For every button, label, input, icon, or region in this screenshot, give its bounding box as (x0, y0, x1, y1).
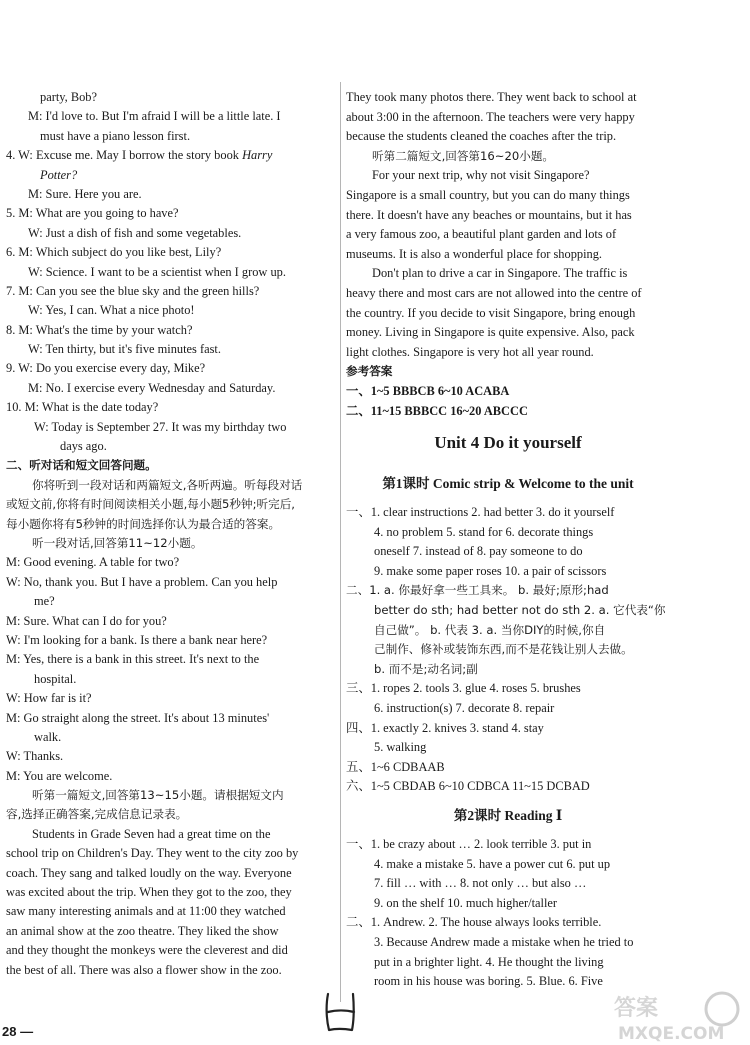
text-line: 5. M: What are you going to have? (6, 206, 179, 221)
text-line: W: Today is September 27. It was my birthday two (34, 419, 287, 434)
text-line: school trip on Children's Day. They went to the city zoo by (6, 846, 299, 861)
answer-line: 自己做”。 b. 代表 3. a. 当你DIY的时候,你自 (374, 622, 606, 637)
text-line: M: I'd love to. But I'm afraid I will be a little late. I (28, 109, 281, 124)
answer-line: better do sth; had better not do sth 2. a. 它代表“你 (374, 603, 666, 618)
answer-line: 六、1~5 CBDAB 6~10 CDBCA 11~15 DCBAD (346, 779, 590, 794)
watermark-logo (610, 985, 750, 1045)
text-line: walk. (34, 729, 62, 744)
text-line: For your next trip, why not visit Singapore? (372, 168, 590, 183)
text-line: coach. They sang and talked loudly on the way. Everyone (6, 865, 292, 880)
text-line: M: Go straight along the street. It's about 13 minutes' (6, 710, 270, 725)
answer-line: 一、1. clear instructions 2. had better 3. do it yourself (346, 505, 615, 520)
page-number: 28 — (2, 1024, 34, 1039)
handwritten-mark-icon (320, 990, 364, 1034)
text-line: 听一段对话,回答第11~12小题。 (32, 535, 203, 550)
text-line: saw many interesting animals and at 11:00 they watched (6, 904, 286, 919)
answer-line: 7. fill … with … 8. not only … but also … (374, 876, 587, 891)
text-line: 听第二篇短文,回答第16~20小题。 (372, 148, 555, 163)
unit-title: Unit 4 Do it yourself (434, 433, 582, 453)
answer-line: 己制作、修补或装饰东西,而不是花钱让别人去做。 (374, 642, 633, 657)
text-line: 7. M: Can you see the blue sky and the green hills? (6, 283, 260, 298)
text-line: Students in Grade Seven had a great time on the (32, 826, 271, 841)
answer-line: 3. Because Andrew made a mistake when he tried to (374, 934, 634, 949)
text-line: about 3:00 in the afternoon. The teachers were very happy (346, 109, 635, 124)
answer-line: 二、11~15 BBBCC 16~20 ABCCC (346, 403, 528, 418)
text-line: W: Yes, I can. What a nice photo! (28, 303, 195, 318)
text-line: an animal show at the zoo theatre. They liked the show (6, 923, 279, 938)
answer-line: 二、1. Andrew. 2. The house always looks terrible. (346, 915, 602, 930)
answer-line: 二、1. a. 你最好拿一些工具来。 b. 最好;原形;had (346, 583, 609, 598)
answer-line: 9. make some paper roses 10. a pair of scissors (374, 563, 607, 578)
answer-line: room in his house was boring. 5. Blue. 6. Five (374, 974, 603, 989)
text-line: museums. It is also a wonderful place for shopping. (346, 246, 603, 261)
text-line: M: No. I exercise every Wednesday and Saturday. (28, 380, 276, 395)
text-line: M: Sure. Here you are. (28, 186, 142, 201)
lesson-title: 第1课时 Comic strip & Welcome to the unit (382, 476, 634, 492)
text-line: the best of all. There was also a flower show in the zoo. (6, 962, 282, 977)
text-line: W: Just a dish of fish and some vegetables. (28, 225, 242, 240)
answer-line: 4. make a mistake 5. have a power cut 6. put up (374, 856, 611, 871)
answer-line: 4. no problem 5. stand for 6. decorate things (374, 524, 594, 539)
answer-line: 9. on the shelf 10. much higher/taller (374, 895, 558, 910)
answer-line: 一、1~5 BBBCB 6~10 ACABA (346, 383, 510, 398)
text-line: Don't plan to drive a car in Singapore. The traffic is (372, 266, 628, 281)
text-line: me? (34, 594, 55, 609)
text-line: Singapore is a small country, but you can do many things (346, 187, 630, 202)
lesson-title: 第2课时 Reading Ⅰ (453, 808, 563, 823)
text-line: a very famous zoo, a beautiful plant garden and lots of (346, 227, 617, 242)
left-column (6, 88, 336, 980)
svg-text:MXQE.COM: MXQE.COM (618, 1024, 725, 1044)
answer-key-heading: 参考答案 (346, 364, 393, 379)
text-line: 容,选择正确答案,完成信息记录表。 (6, 807, 188, 822)
text-line: money. Living in Singapore is quite expensive. Also, pack (346, 325, 635, 340)
text-line: M: Sure. What can I do for you? (6, 613, 167, 628)
text-line: because the students cleaned the coaches after the trip. (346, 129, 617, 144)
text-line: 听第一篇短文,回答第13~15小题。请根据短文内 (32, 788, 284, 803)
answer-line: 5. walking (374, 740, 427, 755)
answer-line: oneself 7. instead of 8. pay someone to do (374, 544, 583, 559)
answer-line: put in a brighter light. 4. He thought the living (374, 954, 604, 969)
text-line: 每小题你将有5秒钟的时间选择你认为最合适的答案。 (6, 516, 281, 531)
text-line: 9. W: Do you exercise every day, Mike? (6, 361, 206, 376)
text-line: They took many photos there. They went back to school at (346, 90, 637, 104)
column-divider (340, 82, 341, 1002)
text-line: W: No, thank you. But I have a problem. Can you help (6, 574, 278, 589)
answer-line: 6. instruction(s) 7. decorate 8. repair (374, 701, 555, 716)
text-line: W: I'm looking for a bank. Is there a bank near here? (6, 632, 268, 647)
text-line: W: Ten thirty, but it's five minutes fast. (28, 342, 221, 357)
text-line: W: How far is it? (6, 691, 92, 706)
answer-line: 一、1. be crazy about … 2. look terrible 3. put in (346, 837, 592, 851)
text-line: Potter? (40, 167, 78, 182)
answer-line: 五、1~6 CDBAAB (346, 759, 445, 774)
section-heading: 二、听对话和短文回答问题。 (6, 458, 157, 473)
text-line: 你将听到一段对话和两篇短文,各听两遍。听每段对话 (32, 477, 303, 492)
text-line: 4. W: Excuse me. May I borrow the story book Harry (6, 148, 273, 163)
text-line: 8. M: What's the time by your watch? (6, 322, 193, 337)
text-line: W: Thanks. (6, 749, 64, 764)
text-line: there. It doesn't have any beaches or mountains, but it has (346, 207, 632, 222)
text-line: 10. M: What is the date today? (6, 400, 159, 415)
right-column (346, 88, 670, 992)
text-line: W: Science. I want to be a scientist when I grow up. (28, 264, 286, 279)
text-line: heavy there and most cars are not allowed into the centre of (346, 285, 642, 300)
text-line: the country. If you decide to visit Singapore, bring enough (346, 305, 636, 320)
text-line: M: You are welcome. (6, 768, 113, 783)
text-line: 或短文前,你将有时间阅读相关小题,每小题5秒钟;听完后, (6, 497, 295, 512)
answer-line: 四、1. exactly 2. knives 3. stand 4. stay (346, 720, 544, 735)
text-line: hospital. (34, 671, 77, 686)
text-line: 6. M: Which subject do you like best, Lily? (6, 245, 222, 260)
text-line: must have a piano lesson first. (40, 128, 191, 143)
svg-text:答案: 答案 (614, 996, 659, 1021)
text-line: M: Yes, there is a bank in this street. It's next to the (6, 652, 260, 667)
text-line: was excited about the trip. When they got to the zoo, they (6, 885, 292, 900)
text-line: party, Bob? (40, 90, 98, 104)
answer-line: b. 而不是;动名词;副 (374, 661, 478, 676)
text-line: M: Good evening. A table for two? (6, 555, 180, 570)
text-line: light clothes. Singapore is very hot all year round. (346, 344, 594, 359)
answer-line: 三、1. ropes 2. tools 3. glue 4. roses 5. brushes (346, 681, 581, 696)
text-line: and they thought the monkeys were the cleverest and did (6, 943, 288, 958)
text-line: days ago. (60, 439, 107, 454)
